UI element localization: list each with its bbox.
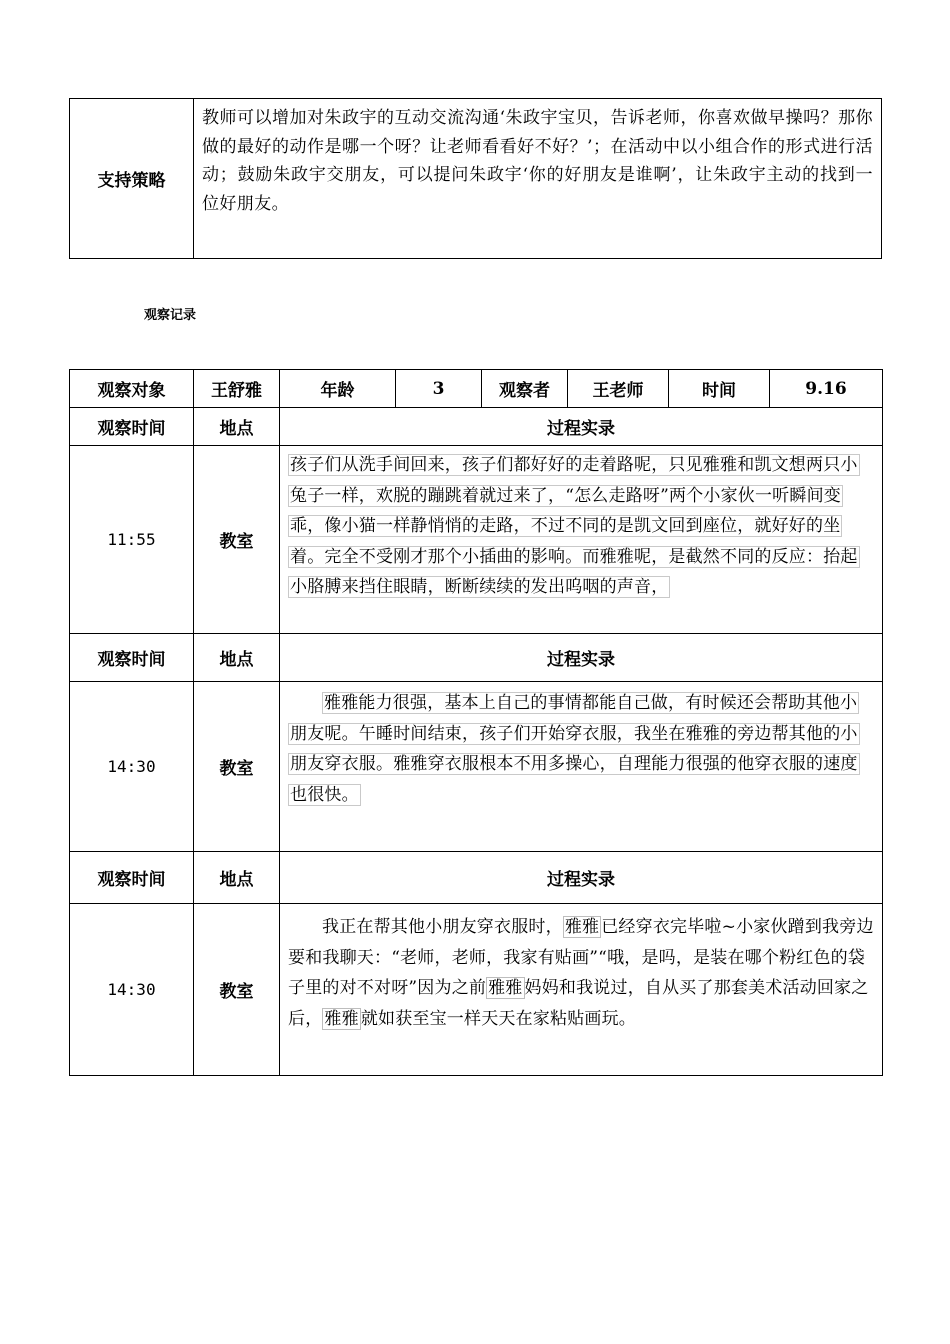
subject-label: 观察对象 [70, 370, 194, 408]
record-time: 11:55 [70, 446, 194, 634]
record-place: 教室 [194, 904, 280, 1076]
record-process-cell [280, 682, 883, 852]
section-title: 观察记录 [144, 308, 197, 323]
process-label: 过程实录 [280, 408, 883, 446]
highlighted-name: 雅雅 [488, 978, 523, 998]
place-label: 地点 [194, 634, 280, 682]
record-header-row [70, 852, 883, 904]
highlighted-name: 雅雅 [324, 1008, 359, 1029]
record-process-paragraph [288, 912, 874, 1034]
header-row [70, 370, 883, 408]
support-strategy-label: 支持策略 [70, 99, 194, 258]
record-time: 14:30 [70, 904, 194, 1076]
record-text-part: 已经穿衣完毕啦~小家伙蹭到我旁边要和我聊天：“老师，老师，我家有贴画”“哦，是吗，是装在哪个粉红色的袋子里的对不对呀”因为之前 [288, 917, 874, 998]
time-value: 9.16 [770, 370, 883, 408]
highlighted-name: 雅雅 [564, 917, 600, 937]
record-row [70, 682, 883, 852]
age-label: 年龄 [280, 370, 396, 408]
place-label: 地点 [194, 852, 280, 904]
record-row [70, 446, 883, 634]
record-place: 教室 [194, 446, 280, 634]
record-process-cell [280, 446, 883, 634]
process-label: 过程实录 [280, 634, 883, 682]
observation-time-label: 观察时间 [70, 408, 194, 446]
subject-value: 王舒雅 [194, 370, 280, 408]
observer-label: 观察者 [482, 370, 568, 408]
record-text-part: 妈妈和我说过，自从买了那套美术活动回家之后， [288, 978, 869, 1029]
observation-table [69, 369, 883, 1076]
observation-time-label: 观察时间 [70, 852, 194, 904]
support-strategy-text: 教师可以增加对朱政宇的互动交流沟通‘朱政宇宝贝，告诉老师，你喜欢做早操吗？那你做的最好的动作是哪一个呀？让老师看看好不好？’；在活动中以小组合作的形式进行活动；鼓励朱政宇交朋友，可以提问朱政宇‘你的好朋友是谁啊’，让朱政宇主动的找到一位好朋友。 [202, 108, 873, 214]
record-process-text: 雅雅能力很强，基本上自己的事情都能自己做，有时候还会帮助其他小朋友呢。午睡时间结束，孩子们开始穿衣服，我坐在雅雅的旁边帮其他的小朋友穿衣服。雅雅穿衣服根本不用多操心，自理能力很强的他穿衣服的速度也很快。 [290, 693, 858, 805]
observation-time-label: 观察时间 [70, 634, 194, 682]
record-row [70, 904, 883, 1076]
record-header-row [70, 634, 883, 682]
age-value: 3 [396, 370, 482, 408]
record-text-part: 就如获至宝一样天天在家粘贴画玩。 [360, 1008, 637, 1029]
record-process-text: 孩子们从洗手间回来，孩子们都好好的走着路呢，只见雅雅和凯文想两只小兔子一样，欢脱的蹦跳着就过来了，“怎么走路呀”两个小家伙一听瞬间变乖，像小猫一样静悄悄的走路，不过不同的是凯文回到座位，就好好的坐着。完全不受刚才那个小插曲的影响。而雅雅呢，是截然不同的反应：抬起小胳膊来挡住眼睛，断断续续的发出呜咽的声音， [290, 455, 858, 597]
record-process-paragraph [288, 688, 874, 810]
record-header-row [70, 408, 883, 446]
observer-value: 王老师 [568, 370, 669, 408]
record-time: 14:30 [70, 682, 194, 852]
record-text-part: 我正在帮其他小朋友穿衣服时， [322, 917, 563, 937]
time-label: 时间 [669, 370, 770, 408]
process-label: 过程实录 [280, 852, 883, 904]
record-process-cell [280, 904, 883, 1076]
record-place: 教室 [194, 682, 280, 852]
support-strategy-table [69, 98, 882, 259]
place-label: 地点 [194, 408, 280, 446]
